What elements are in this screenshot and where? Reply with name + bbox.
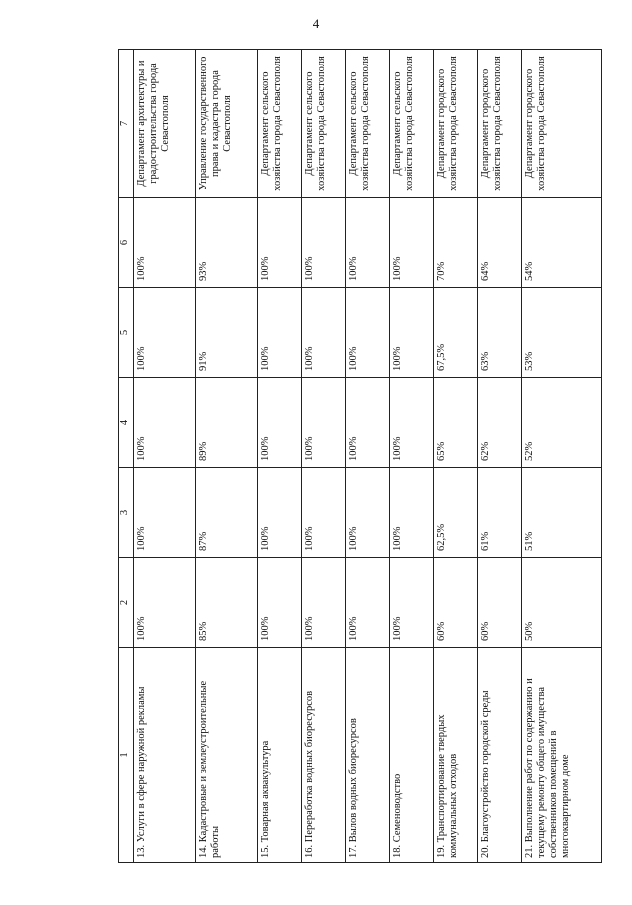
value-col-2: 100% [134, 558, 196, 648]
market-name: 18. Семеноводство [389, 648, 433, 863]
value-col-4: 62% [477, 378, 521, 468]
value-col-4: 100% [134, 378, 196, 468]
market-name: 16. Переработка водных биоресурсов [302, 648, 346, 863]
column-header: 2 [119, 558, 134, 648]
header-row [119, 50, 134, 863]
column-header: 3 [119, 468, 134, 558]
value-col-3: 100% [134, 468, 196, 558]
value-col-5: 100% [389, 288, 433, 378]
table-row [302, 50, 346, 863]
column-header: 4 [119, 378, 134, 468]
value-col-5: 67,5% [433, 288, 477, 378]
value-col-4: 100% [389, 378, 433, 468]
value-col-2: 50% [521, 558, 601, 648]
value-col-5: 53% [521, 288, 601, 378]
table-row [433, 50, 477, 863]
column-header: 6 [119, 198, 134, 288]
value-col-2: 60% [477, 558, 521, 648]
responsible-department: Департамент городского хозяйства города Севастополя [521, 50, 601, 198]
table-row [258, 50, 302, 863]
market-name: 17. Вылов водных биоресурсов [346, 648, 390, 863]
value-col-5: 100% [134, 288, 196, 378]
value-col-3: 100% [302, 468, 346, 558]
value-col-6: 100% [134, 198, 196, 288]
table-row [389, 50, 433, 863]
responsible-department: Департамент сельского хозяйства города Севастополя [258, 50, 302, 198]
responsible-department: Департамент городского хозяйства города Севастополя [433, 50, 477, 198]
responsible-department: Департамент сельского хозяйства города Севастополя [389, 50, 433, 198]
value-col-5: 100% [302, 288, 346, 378]
market-name: 21. Выполнение работ по содержанию и текущему ремонту общего имущества собственников помещений в многоквартирном доме [521, 648, 601, 863]
value-col-4: 100% [346, 378, 390, 468]
column-header: 5 [119, 288, 134, 378]
responsible-department: Департамент архитектуры и градостроительства города Севастополя [134, 50, 196, 198]
value-col-5: 100% [258, 288, 302, 378]
value-col-4: 89% [196, 378, 258, 468]
market-name: 15. Товарная аквакультура [258, 648, 302, 863]
page-number: 4 [312, 16, 320, 31]
value-col-3: 100% [389, 468, 433, 558]
value-col-3: 100% [258, 468, 302, 558]
value-col-6: 100% [302, 198, 346, 288]
value-col-3: 51% [521, 468, 601, 558]
value-col-3: 100% [346, 468, 390, 558]
value-col-4: 52% [521, 378, 601, 468]
value-col-3: 61% [477, 468, 521, 558]
value-col-2: 85% [196, 558, 258, 648]
value-col-3: 87% [196, 468, 258, 558]
value-col-5: 100% [346, 288, 390, 378]
market-name: 19. Транспортирование твердых коммунальных отходов [433, 648, 477, 863]
rotated-table-container [118, 50, 602, 863]
responsible-department: Управление государственного права и кадастра города Севастополя [196, 50, 258, 198]
value-col-6: 54% [521, 198, 601, 288]
value-col-5: 91% [196, 288, 258, 378]
value-col-6: 100% [346, 198, 390, 288]
value-col-2: 100% [346, 558, 390, 648]
value-col-2: 60% [433, 558, 477, 648]
value-col-2: 100% [258, 558, 302, 648]
market-name: 13. Услуги в сфере наружной рекламы [134, 648, 196, 863]
market-name: 20. Благоустройство городской среды [477, 648, 521, 863]
value-col-5: 63% [477, 288, 521, 378]
table-row [196, 50, 258, 863]
table-row [134, 50, 196, 863]
value-col-4: 65% [433, 378, 477, 468]
value-col-6: 100% [389, 198, 433, 288]
value-col-4: 100% [258, 378, 302, 468]
value-col-4: 100% [302, 378, 346, 468]
value-col-6: 70% [433, 198, 477, 288]
value-col-2: 100% [389, 558, 433, 648]
responsible-department: Департамент сельского хозяйства города Севастополя [302, 50, 346, 198]
value-col-6: 100% [258, 198, 302, 288]
market-name: 14. Кадастровые и землеустроительные работы [196, 648, 258, 863]
column-header: 1 [119, 648, 134, 863]
value-col-2: 100% [302, 558, 346, 648]
table-row [477, 50, 521, 863]
responsible-department: Департамент городского хозяйства города Севастополя [477, 50, 521, 198]
value-col-3: 62,5% [433, 468, 477, 558]
value-col-6: 64% [477, 198, 521, 288]
column-header: 7 [119, 50, 134, 198]
value-col-6: 93% [196, 198, 258, 288]
indicators-table [118, 49, 602, 863]
table-row [521, 50, 601, 863]
table-row [346, 50, 390, 863]
responsible-department: Департамент сельского хозяйства города Севастополя [346, 50, 390, 198]
